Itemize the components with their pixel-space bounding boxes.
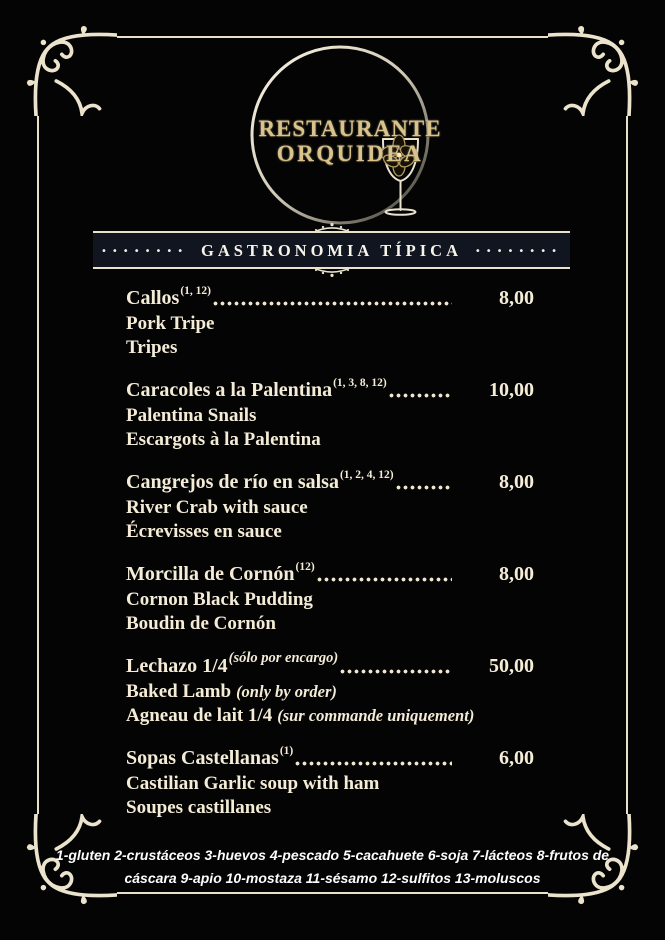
item-price: 8,00 — [499, 287, 534, 309]
item-name: Cangrejos de río en salsa — [126, 471, 339, 493]
item-title-row — [126, 282, 534, 310]
item-allergens: (1, 2, 4, 12) — [339, 469, 394, 481]
item-name: Caracoles a la Palentina — [126, 379, 333, 401]
menu-item — [126, 742, 534, 819]
item-english-text: Cornon Black Pudding — [126, 589, 313, 610]
legend-line-1: 1-gluten 2-crustáceos 3-huevos 4-pescado 5-cacahuete 6-soja 7-lácteos 8-frutos de — [55, 847, 610, 863]
section-header — [93, 231, 570, 269]
item-english-text: Castilian Garlic soup with ham — [126, 773, 380, 794]
item-allergens: (1, 12) — [180, 285, 212, 297]
item-english-note: (only by order) — [236, 682, 337, 701]
corner-flourish-top-left-icon — [25, 24, 117, 116]
item-english-text: River Crab with sauce — [126, 497, 308, 518]
item-french-note: (sur commande uniquement) — [277, 705, 475, 725]
item-name-french — [126, 428, 534, 452]
logo-restaurant-word: RESTAURANTE — [258, 116, 442, 141]
item-name-french — [126, 612, 534, 636]
item-title-row — [126, 374, 534, 402]
item-french-text: Agneau de lait 1/4 — [126, 704, 273, 726]
section-dots-right: •••••••• — [474, 245, 562, 257]
item-french-text: Boudin de Cornón — [126, 612, 276, 634]
menu-items-list — [126, 282, 534, 834]
item-price: 8,00 — [499, 563, 534, 585]
item-allergens: (1) — [279, 745, 294, 757]
item-name-french — [126, 520, 534, 544]
item-french-text: Escargots à la Palentina — [126, 428, 321, 450]
item-english-text: Palentina Snails — [126, 405, 257, 426]
item-price: 10,00 — [489, 379, 534, 401]
item-french-text: Tripes — [126, 336, 178, 358]
item-name-english — [126, 496, 534, 520]
item-english-text: Pork Tripe — [126, 313, 215, 334]
item-name-english — [126, 588, 534, 612]
menu-item — [126, 282, 534, 359]
item-price: 6,00 — [499, 747, 534, 769]
allergen-legend — [55, 844, 610, 890]
item-english-text: Baked Lamb — [126, 681, 232, 702]
item-title-row — [126, 558, 534, 586]
item-french-text: Soupes castillanes — [126, 796, 272, 818]
item-title-row — [126, 650, 534, 678]
item-name: Sopas Castellanas — [126, 747, 279, 769]
dotted-leader — [340, 669, 452, 674]
item-allergens: (1, 3, 8, 12) — [333, 377, 387, 389]
dotted-leader — [396, 485, 452, 490]
dotted-leader — [213, 301, 452, 306]
menu-item — [126, 374, 534, 451]
item-name: Morcilla de Cornón — [126, 563, 295, 585]
item-title-row — [126, 466, 534, 494]
section-dots-left: •••••••• — [101, 245, 189, 257]
item-price: 8,00 — [499, 471, 534, 493]
menu-item — [126, 466, 534, 543]
item-name-french — [126, 336, 534, 360]
legend-line-2: cáscara 9-apio 10-mostaza 11-sésamo 12-sulfitos 13-moluscos — [124, 870, 541, 886]
menu-item — [126, 558, 534, 635]
section-ornament-top-icon — [310, 222, 354, 233]
item-name-english — [126, 404, 534, 428]
logo-orquidea-word: ORQUIDEA — [276, 141, 424, 166]
item-name: Callos — [126, 287, 180, 309]
item-name-english — [126, 772, 534, 796]
item-name-french — [126, 796, 534, 820]
dotted-leader — [295, 761, 452, 766]
item-allergens: (12) — [295, 561, 315, 573]
item-allergens: (sólo por encargo) — [228, 650, 339, 666]
item-title-row — [126, 742, 534, 770]
item-name-french — [126, 704, 534, 728]
dotted-leader — [317, 577, 452, 582]
item-name-english — [126, 312, 534, 336]
section-title: GASTRONOMIA TÍPICA — [200, 241, 463, 260]
restaurant-logo — [230, 28, 470, 228]
item-french-text: Écrevisses en sauce — [126, 520, 282, 542]
corner-flourish-top-right-icon — [548, 24, 640, 116]
item-price: 50,00 — [489, 655, 534, 677]
item-name-english — [126, 680, 534, 704]
section-ornament-bottom-icon — [310, 267, 354, 278]
menu-item — [126, 650, 534, 727]
dotted-leader — [389, 393, 452, 398]
item-name: Lechazo 1/4 — [126, 655, 228, 677]
